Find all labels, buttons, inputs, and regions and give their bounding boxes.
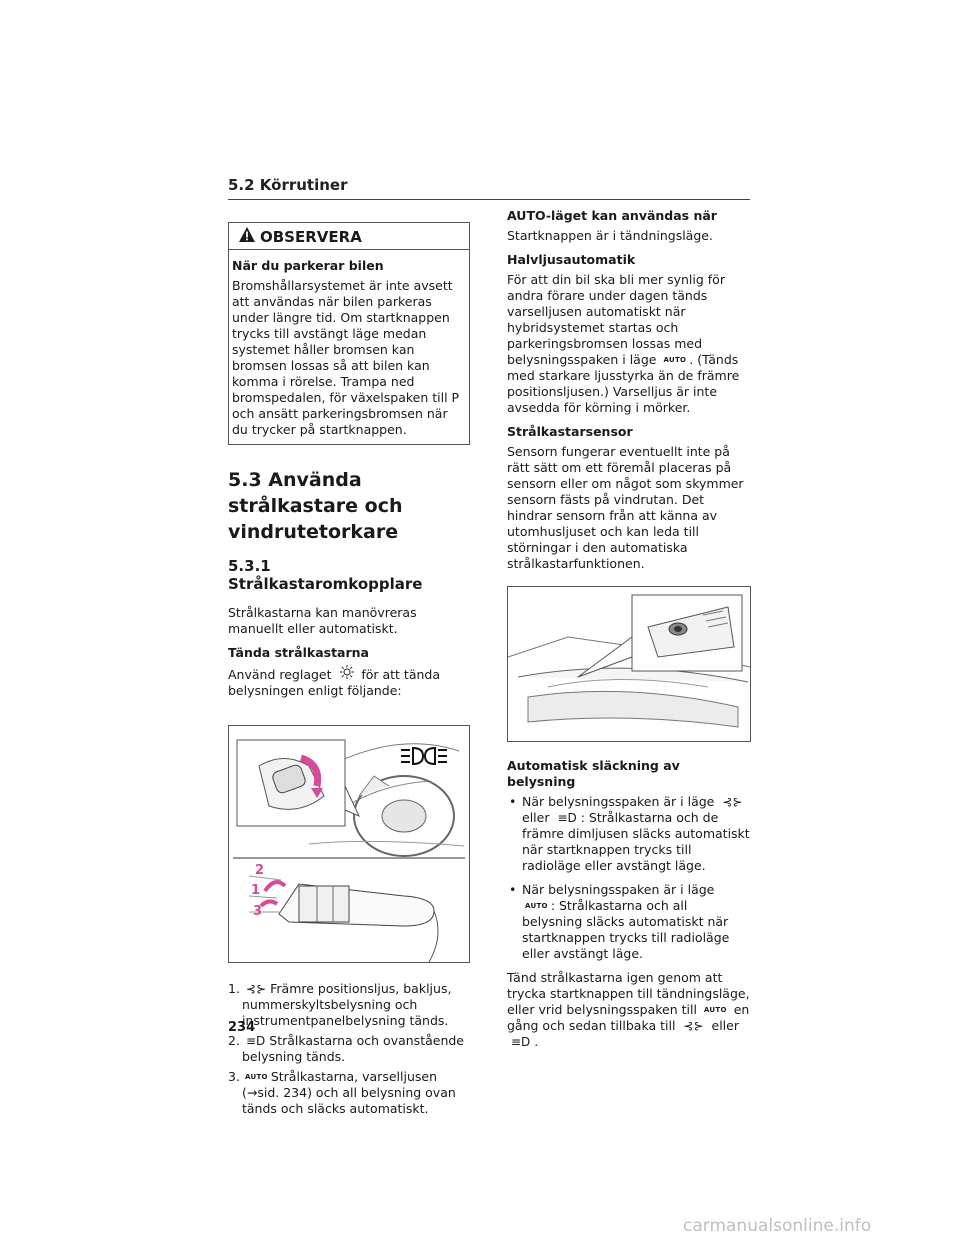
caution-header <box>229 223 469 250</box>
list-item-number: 3. <box>228 1069 240 1084</box>
list-item-number: 2. <box>228 1033 240 1048</box>
half-beam-text-post: . (Tänds med starkare ljusstyrka än de främre positionsljusen.) Varselljus är inte avsedda för körning i mörker. <box>507 352 740 415</box>
list-item: • När belysningsspaken är i läge AUTO : Strålkastarna och all belysning släcks automatiskt när startknappen trycks till radioläge eller avstängt läge. <box>509 882 730 961</box>
figure-label-2: 2 <box>255 863 265 878</box>
caution-title: OBSERVERA <box>260 227 362 246</box>
light-switch-figure <box>228 725 470 963</box>
auto-mode-icon: AUTO <box>663 356 687 364</box>
parking-light-icon: ⊰⊱ <box>246 982 267 996</box>
page-number: 234 <box>228 1020 256 1035</box>
headlight-indicator-icon <box>401 748 447 764</box>
list-item <box>228 981 470 1029</box>
turn-on-text-post: för att tända belysningen enligt följande: <box>228 667 441 698</box>
watermark: carmanualsonline.info <box>683 1216 872 1236</box>
relight-text-b: en gång och sedan tillbaka till <box>507 1002 750 1033</box>
caution-text: Bromshållarsystemet är inte avsett att användas när bilen parkeras under längre tid. Om startknappen trycks till avstängt läge medan systemet håller bromsen kan bromsen lossas så att bilen kan komma i rörelse. Trampa ned bromspedalen, för växelspaken till P och ansätt parkeringsbromsen när du trycker på startknappen. <box>232 278 460 437</box>
headlight-icon: ≡D <box>511 1035 531 1049</box>
left-column <box>228 222 470 1121</box>
section-title: 5.3 Använda strålkastare och vindrutetorkare <box>228 469 403 543</box>
headlight-icon: ≡D <box>246 1034 266 1048</box>
bullet2-text-pre: När belysningsspaken är i läge <box>522 882 715 897</box>
auto-mode-icon: AUTO <box>525 902 548 910</box>
half-beam-title: Halvljusautomatik <box>507 252 636 267</box>
caution-box <box>228 222 470 445</box>
list-item-text: Strålkastarna, varselljusen (→sid. 234) och all belysning ovan tänds och släcks automatiskt. <box>242 1069 456 1116</box>
figure-label-3: 3 <box>253 904 263 919</box>
sensor-illustration <box>508 587 750 741</box>
parking-light-icon: ⊰⊱ <box>722 795 743 809</box>
half-beam-text-pre: För att din bil ska bli mer synlig för andra förare under dagen tänds varselljusen automatiskt när hybridsystemet startas och parkeringsbromsen lossas med belysningsspaken i läge <box>507 272 725 367</box>
warning-icon <box>239 227 255 246</box>
right-column <box>507 208 751 1050</box>
turn-on-text-pre: Använd reglaget <box>228 667 332 682</box>
section-header: 5.2 Körrutiner <box>228 176 348 194</box>
relight-text-a: Tänd strålkastarna igen genom att trycka startknappen till tändningsläge, eller vrid belysningsspaken till <box>507 970 750 1017</box>
subsection-title: 5.3.1 Strålkastaromkopplare <box>228 557 423 593</box>
bullet1-text-post: : Strålkastarna och de främre dimljusen släcks automatiskt när startknappen trycks till radioläge eller avstängt läge. <box>522 810 750 873</box>
turn-on-title: Tända strålkastarna <box>228 645 369 660</box>
auto-mode-title: AUTO-läget kan användas när <box>507 208 717 223</box>
light-switch-illustration <box>229 726 469 962</box>
list-item-text: Främre positionsljus, bakljus, nummerskyltsbelysning och instrumentpanelbelysning tänds. <box>242 981 452 1028</box>
parking-light-icon: ⊰⊱ <box>683 1019 704 1033</box>
relight-text-d: . <box>534 1034 539 1049</box>
list-item <box>228 1033 470 1065</box>
bullet2-text-post: : Strålkastarna och all belysning släcks automatiskt när startknappen trycks till radioläge eller avstängt läge. <box>522 898 730 961</box>
auto-mode-icon: AUTO <box>703 1006 727 1014</box>
sensor-figure <box>507 586 751 742</box>
caution-subtitle: När du parkerar bilen <box>232 258 384 273</box>
header-rule <box>228 199 750 200</box>
auto-off-title: Automatisk släckning av belysning <box>507 758 680 789</box>
figure-label-1: 1 <box>251 883 261 898</box>
relight-text-c: eller <box>711 1018 739 1033</box>
light-switch-icon <box>340 668 358 682</box>
auto-mode-icon: AUTO <box>245 1073 268 1081</box>
bullet1-text-mid: eller <box>522 810 550 825</box>
list-item-text: Strålkastarna och ovanstående belysning tänds. <box>242 1033 464 1064</box>
bullet1-text-pre: När belysningsspaken är i läge <box>522 794 715 809</box>
intro-text: Strålkastarna kan manövreras manuellt eller automatiskt. <box>228 605 417 636</box>
half-beam-text <box>507 272 751 416</box>
headlight-icon: ≡D <box>557 811 577 825</box>
list-item <box>228 1069 470 1117</box>
sensor-title: Strålkastarsensor <box>507 424 633 439</box>
list-item: • När belysningsspaken är i läge ⊰⊱ eller ≡D : Strålkastarna och de främre dimljusen släcks automatiskt när startknappen trycks till radioläge eller avstängt läge. <box>509 794 750 873</box>
auto-mode-text: Startknappen är i tändningsläge. <box>507 228 713 243</box>
sensor-text: Sensorn fungerar eventuellt inte på rätt sätt om ett föremål placeras på sensorn eller om något som skymmer sensorn fästs på vindrutan. Det hindrar sensorn från att känna av utomhusljuset och kan leda till störningar i den automatiska strålkastarfunktionen. <box>507 444 744 571</box>
relight-text <box>507 970 751 1050</box>
turn-on-text <box>228 665 470 699</box>
list-item-number: 1. <box>228 981 240 996</box>
